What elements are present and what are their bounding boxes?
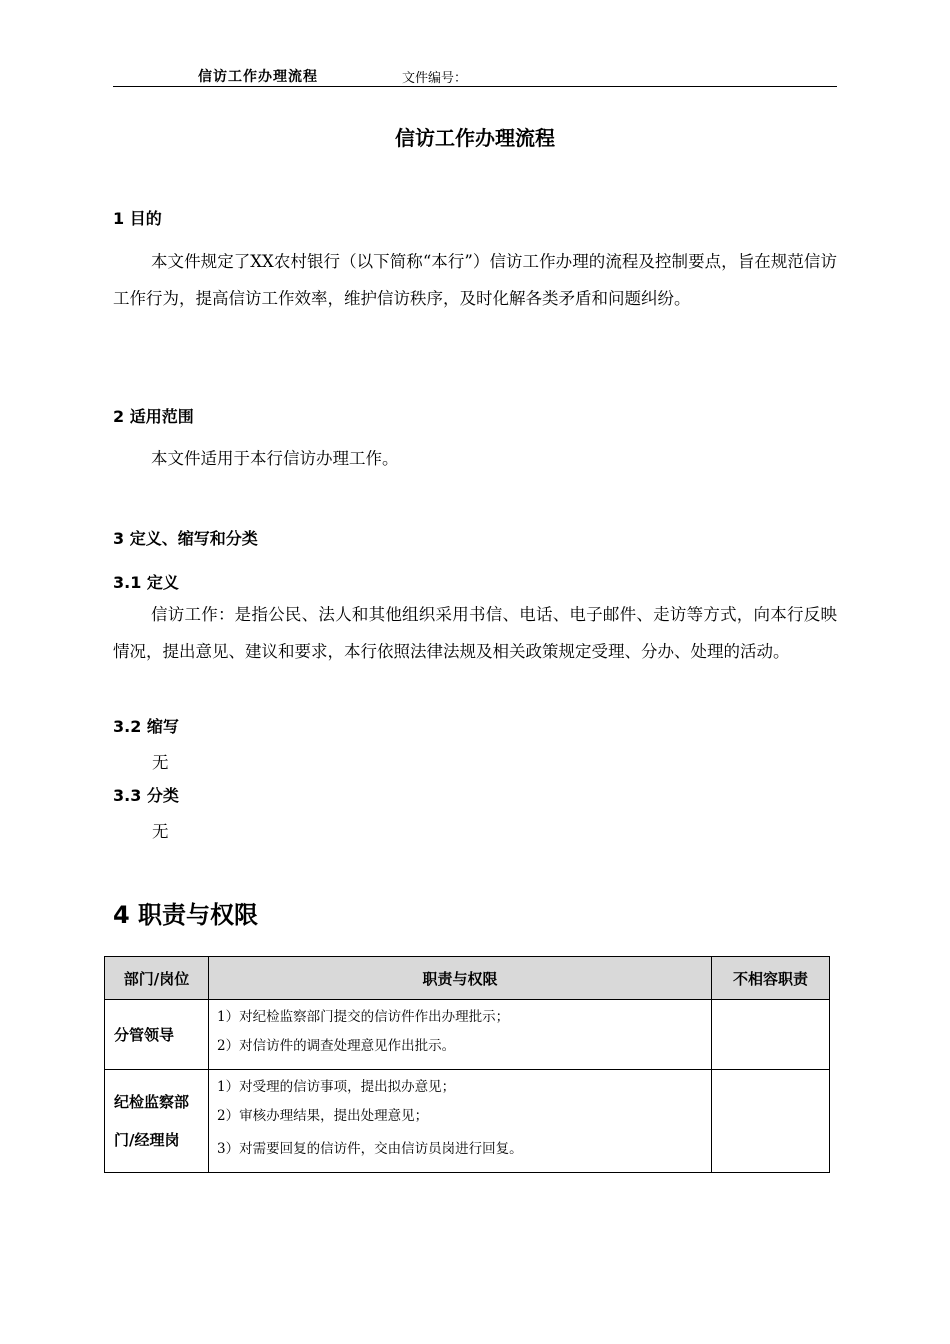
dept-line: 纪检监察部: [114, 1093, 190, 1111]
header-doc-number: 文件编号：: [402, 71, 468, 86]
header-title: 信访工作办理流程: [198, 69, 318, 85]
responsibility-table: [104, 956, 830, 1173]
section-4-heading: 4 职责与权限: [113, 901, 259, 929]
duty-line: 2）对信访件的调查处理意见作出批示。: [217, 1038, 456, 1054]
section-1-body: 本文件规定了XX农村银行（以下简称“本行”）信访工作办理的流程及控制要点，旨在规范信访工作行为，提高信访工作效率，维护信访秩序，及时化解各类矛盾和问题纠纷。: [113, 252, 837, 308]
table-header-row: [105, 957, 830, 1000]
duty-cell: [209, 1000, 712, 1070]
duty-line: 2）审核办理结果，提出处理意见；: [217, 1108, 429, 1124]
section-3-2-body: 无: [152, 753, 169, 772]
table-header-duties: 职责与权限: [209, 957, 712, 1000]
duty-line: 1）对纪检监察部门提交的信访件作出办理批示；: [217, 1009, 510, 1025]
incompatible-cell: [712, 1000, 830, 1070]
section-3-2-heading: 3.2 缩写: [113, 717, 179, 736]
section-3-1-body: 信访工作：是指公民、法人和其他组织采用书信、电话、电子邮件、走访等方式，向本行反映情况，提出意见、建议和要求，本行依照法律法规及相关政策规定受理、分办、处理的活动。: [113, 605, 837, 661]
section-3-1-heading: 3.1 定义: [113, 573, 179, 592]
dept-cell: [105, 1000, 209, 1070]
dept-line: 门/经理岗: [114, 1131, 180, 1149]
table-header-incompatible: 不相容职责: [712, 957, 830, 1000]
table-header-dept: 部门/岗位: [105, 957, 209, 1000]
section-2-body: 本文件适用于本行信访办理工作。: [151, 449, 399, 468]
section-2-heading: 2 适用范围: [113, 407, 194, 426]
dept-cell: [105, 1070, 209, 1173]
section-3-3-heading: 3.3 分类: [113, 786, 179, 805]
incompatible-cell: [712, 1070, 830, 1173]
duty-line: 3）对需要回复的信访件，交由信访员岗进行回复。: [217, 1141, 523, 1157]
section-1-heading: 1 目的: [113, 209, 162, 228]
section-3-heading: 3 定义、缩写和分类: [113, 529, 258, 548]
section-3-3-body: 无: [152, 822, 169, 841]
duty-cell: [209, 1070, 712, 1173]
table-row: [105, 1000, 830, 1070]
running-header: [113, 62, 837, 87]
table-row: [105, 1070, 830, 1173]
document-title: 信访工作办理流程: [395, 126, 555, 150]
dept-line: 分管领导: [114, 1025, 175, 1044]
duty-line: 1）对受理的信访事项，提出拟办意见；: [217, 1079, 456, 1095]
